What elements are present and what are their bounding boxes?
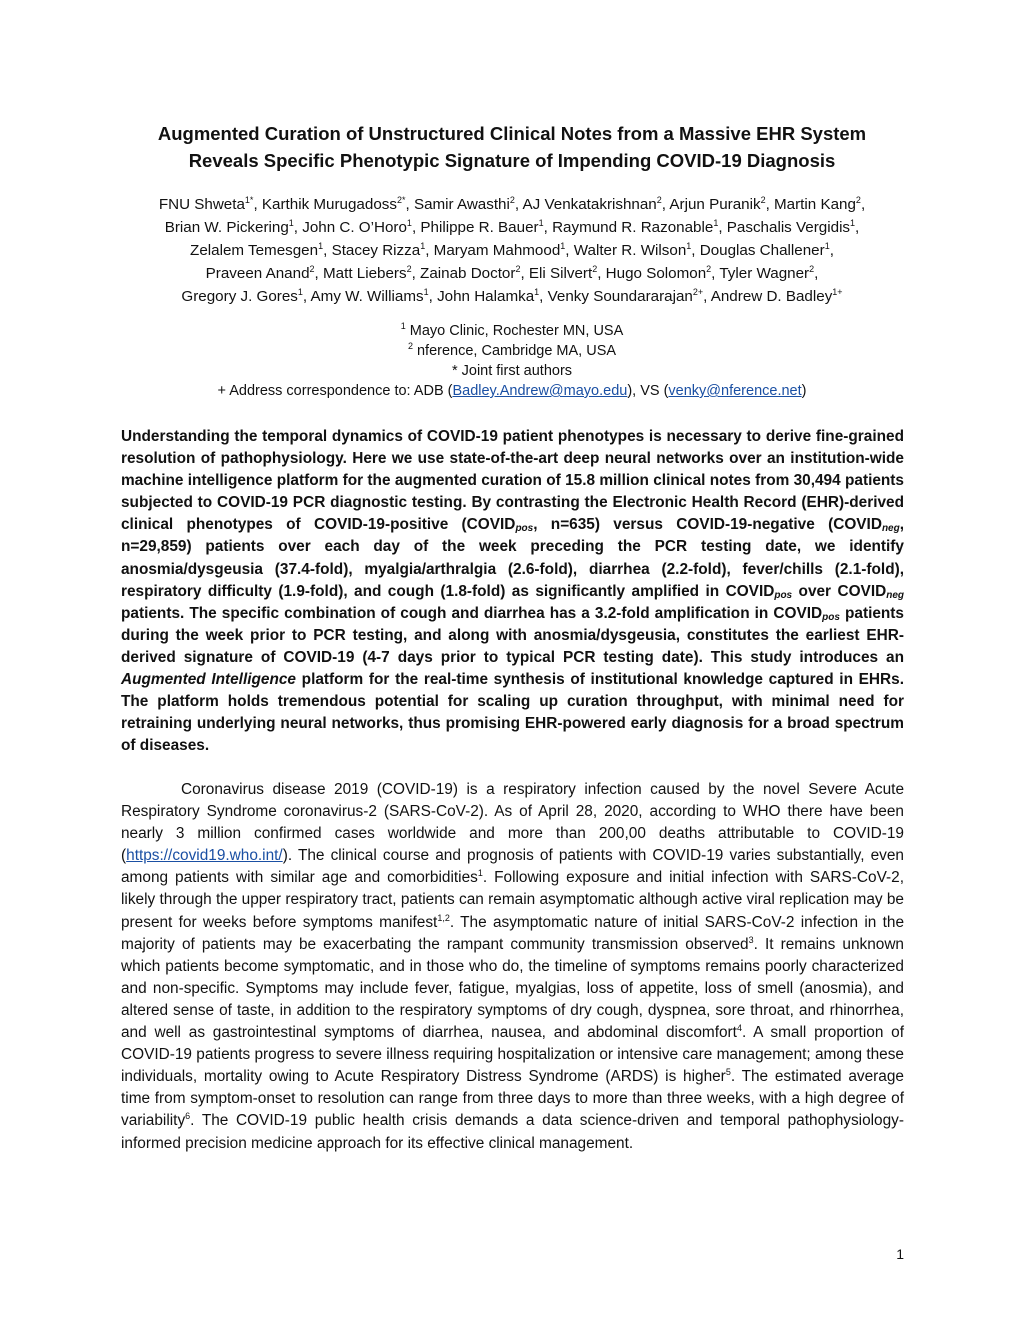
abstract-text: over COVID: [792, 582, 887, 600]
body-text: . Following exposure and initial infection with SARS-CoV-2, likely through the upper respiratory tract, patients can remain asymptomatic although active viral replication may be present for weeks before symptoms manifest: [121, 869, 904, 931]
author: [529, 265, 597, 282]
subscript-pos: pos: [822, 611, 840, 623]
author: [700, 242, 830, 259]
citation-ref: 4: [736, 1023, 742, 1034]
author-affiliation-mark: 1: [534, 287, 540, 297]
citation-ref: 5: [725, 1067, 731, 1078]
author: [606, 265, 712, 282]
title-line-1: Augmented Curation of Unstructured Clinical Notes from a Massive EHR System: [157, 123, 867, 144]
author: [774, 196, 861, 213]
author-affiliation-mark: 1: [423, 287, 429, 297]
author-list: FNU Shweta$^{1*}$, Karthik Murugadoss$^{2*}$, Samir Awasthi$^2$, AJ Venkatakrishnan$^2$, Arjun Puranik$^2$, Martin Kang$^2$, Brian W. Pickering$^1$, John C. O’Horo$^1$, Philippe R. Bauer$^1$, Raymund R. Razonable$^1$, Paschalis Vergidis$^1$, Zelalem Temesgen$^1$, Stacey Rizza$^1$, Maryam Mahmood$^1$, Walter R. Wilson$^1$, Douglas Challener$^1$, Praveen Anand$^2$, Matt Liebers$^2$, Zainab Doctor$^2$, Eli Silvert$^2$, Hugo Solomon$^2$, Tyler Wagner$^2$, Gregory J. Gores$^1$, Amy W. Williams$^1$, John Halamka$^1$, Venky Soundararajan$^{2+}$, Andrew D. Badley$^{1+}$: [158, 195, 866, 305]
author-name: Walter R. Wilson: [573, 242, 687, 259]
author-name: Andrew D. Badley: [710, 288, 833, 305]
author-affiliation-mark: 1*: [244, 195, 254, 205]
author-affiliation-mark: 2: [809, 264, 815, 274]
citation-ref: 1,2: [437, 912, 450, 923]
author-affiliation-mark: 1: [288, 218, 294, 228]
abstract-text: patients during the week prior to PCR testing, and along with anosmia/dysgeusia, constitutes the earliest EHR-derived signature of COVID-19 (4-7 days prior to typical PCR testing date). This study introduces an: [121, 604, 904, 666]
joint-authors-note: * Joint first authors: [451, 363, 573, 379]
author-name: Arjun Puranik: [669, 196, 761, 213]
abstract-text: Understanding the temporal dynamics of COVID-19 patient phenotypes is necessary to derive fine-grained resolution of pathophysiology. Here we use state-of-the-art deep neural networks over an institution-wide machine intelligence platform for the augmented curation of 15.8 million clinical notes from 30,494 patients subjected to COVID-19 PCR diagnostic testing. By contrasting the Electronic Health Record (EHR)-derived clinical phenotypes of COVID-19-positive (COVID: [121, 428, 904, 534]
author-name: Matt Liebers: [323, 265, 407, 282]
affiliation-1: [60, 321, 964, 341]
author: [302, 219, 412, 236]
author: [206, 265, 315, 282]
correspondence-text: ), VS (: [627, 383, 669, 399]
author: [552, 219, 718, 236]
author-name: Tyler Wagner: [719, 265, 810, 282]
author: [420, 219, 543, 236]
citation-ref: 6: [185, 1111, 191, 1122]
author-affiliation-mark: 2: [515, 264, 521, 274]
subscript-pos: pos: [774, 589, 793, 601]
author-name: Karthik Murugadoss: [261, 196, 397, 213]
author-name: John Halamka: [437, 288, 535, 305]
paper-title: [60, 120, 964, 174]
author-name: Hugo Solomon: [605, 265, 707, 282]
author: [523, 196, 662, 213]
author: [434, 242, 566, 259]
author-affiliation-mark: 2: [509, 195, 515, 205]
author: [420, 265, 520, 282]
author-name: AJ Venkatakrishnan: [522, 196, 657, 213]
author-affiliation-mark: 2: [592, 264, 598, 274]
body-text: Coronavirus disease 2019 (COVID-19) is a respiratory infection caused by the novel Severe Acute Respiratory Syndrome coronavirus-2 (SARS-CoV-2). As of April 28, 2020, according to WHO there have been nearly 3 million confirmed cases worldwide and more than 200,00 deaths attributable to COVID-19 (: [121, 781, 904, 865]
author-affiliation-mark: 1: [420, 241, 426, 251]
author-name: Zainab Doctor: [420, 265, 516, 282]
body-text: . It remains unknown which patients become symptomatic, and in those who do, the timeline of symptoms remains poorly characterized and non-specific. Symptoms may include fever, fatigue, myalgias, loss of appetite, loss of smell (anosmia), and altered sense of taste, in addition to the respiratory symptoms of dry cough, dyspnea, sore throat, and rhinorrhea, and well as gastrointestinal symptoms of diarrhea, nausea, and abdominal discomfort: [121, 935, 904, 1042]
author-name: Philippe R. Bauer: [420, 219, 539, 236]
author: [165, 219, 294, 236]
abstract-emphasis: Augmented Intelligence: [121, 671, 296, 689]
author-affiliation-mark: 2: [406, 264, 412, 274]
author: [262, 196, 406, 213]
author-name: John C. O’Horo: [302, 219, 407, 236]
email-link-badley[interactable]: Badley.Andrew@mayo.edu: [452, 383, 628, 399]
author: [727, 219, 855, 236]
correspondence-text: + Address correspondence to: ADB (: [217, 383, 453, 399]
citation-ref: 1: [477, 868, 483, 879]
author-name: Martin Kang: [774, 196, 856, 213]
subscript-pos: pos: [515, 523, 534, 535]
author-affiliation-mark: 1: [538, 218, 544, 228]
affiliations: [60, 321, 964, 401]
author-affiliation-mark: 1: [686, 241, 692, 251]
author-affiliation-mark: 1: [318, 241, 324, 251]
author-name: Zelalem Temesgen: [190, 242, 319, 259]
author-affiliation-mark: 1: [406, 218, 412, 228]
author-name: Praveen Anand: [205, 265, 310, 282]
author-affiliation-mark: 1: [560, 241, 566, 251]
abstract-text: platform for the real-time synthesis of institutional knowledge captured in EHRs. The platform holds tremendous potential for scaling up curation throughput, with minimal need for retraining underlying neural networks, thus promising EHR-powered early diagnosis for a broad spectrum of diseases.: [121, 671, 904, 755]
author-name: Maryam Mahmood: [433, 242, 561, 259]
author-affiliation-mark: 2: [656, 195, 662, 205]
author-name: FNU Shweta: [158, 196, 245, 213]
author-affiliation-mark: 2: [706, 264, 712, 274]
author: [719, 265, 814, 282]
author: [669, 196, 765, 213]
author-affiliation-mark: 1: [297, 287, 303, 297]
author-affiliation-mark: 2+: [692, 287, 704, 297]
author-affiliation-mark: 2: [309, 264, 315, 274]
author-name: Douglas Challener: [699, 242, 825, 259]
author-name: Raymund R. Razonable: [552, 219, 714, 236]
body-text: . The COVID-19 public health crisis demands a data science-driven and temporal pathophysiology-informed precision medicine approach for its effective clinical management.: [121, 1112, 904, 1152]
author-name: Stacey Rizza: [331, 242, 421, 259]
author-name: Amy W. Williams: [310, 288, 424, 305]
abstract-text: , n=29,859) patients over each day of the week preceding the PCR testing date, we identify anosmia/dysgeusia (37.4-fold), myalgia/arthralgia (2.6-fold), diarrhea (2.2-fold), fever/chills (2.1-fold), respiratory difficulty (1.9-fold), and cough (1.8-fold) as significantly amplified in COVID: [121, 516, 905, 600]
author-name: Eli Silvert: [528, 265, 593, 282]
author-name: Brian W. Pickering: [164, 219, 289, 236]
body-text: . The asymptomatic nature of initial SARS-CoV-2 infection in the majority of patients may be exacerbating the rampant community transmission observed: [121, 913, 904, 953]
author: [437, 288, 539, 305]
author-name: Paschalis Vergidis: [726, 219, 851, 236]
who-link[interactable]: https://covid19.who.int/: [126, 847, 283, 865]
title-line-2: Reveals Specific Phenotypic Signature of Impending COVID-19 Diagnosis: [188, 150, 836, 171]
subscript-neg: neg: [881, 523, 900, 535]
author: [414, 196, 515, 213]
author-affiliation-mark: 1: [824, 241, 830, 251]
author: [159, 196, 254, 213]
author: [323, 265, 412, 282]
correspondence-text: ): [801, 383, 807, 399]
body-text: . The estimated average time from symptom-onset to resolution can range from three days to more than three weeks, with a high degree of variability: [121, 1068, 904, 1130]
author-affiliation-mark: 1+: [832, 287, 843, 297]
abstract-text: patients. The specific combination of cough and diarrhea has a 3.2-fold amplification in COVID: [121, 604, 823, 622]
author: [311, 288, 429, 305]
page-number: 1: [896, 1246, 904, 1262]
affiliation-2: [60, 341, 964, 361]
citation-ref: 3: [748, 934, 754, 945]
author-name: Gregory J. Gores: [181, 288, 298, 305]
author: [332, 242, 426, 259]
author: [181, 288, 303, 305]
affiliation-number: 1: [400, 321, 406, 331]
author-affiliation-mark: 2: [760, 195, 766, 205]
author-name: Samir Awasthi: [413, 196, 510, 213]
email-link-venky[interactable]: venky@nference.net: [668, 383, 802, 399]
author-affiliation-mark: 1: [850, 218, 856, 228]
correspondence: [60, 381, 964, 401]
affiliation-text: Mayo Clinic, Rochester MN, USA: [409, 323, 624, 339]
abstract: [121, 426, 904, 757]
body-text: ). The clinical course and prognosis of patients with COVID-19 varies substantially, even among patients with similar age and comorbidities: [121, 847, 904, 887]
subscript-neg: neg: [886, 589, 904, 601]
author: [574, 242, 692, 259]
abstract-text: , n=635) versus COVID-19-negative (COVID: [533, 516, 882, 534]
author: [548, 288, 704, 305]
author-name: Venky Soundararajan: [547, 288, 693, 305]
author-affiliation-mark: 2*: [396, 195, 406, 205]
affiliation-number: 2: [407, 341, 413, 351]
affiliation-text: nference, Cambridge MA, USA: [416, 343, 617, 359]
body-text: . A small proportion of COVID-19 patients progress to severe illness requiring hospitalization or intensive care management; among these individuals, mortality owing to Acute Respiratory Distress Syndrome (ARDS) is higher: [121, 1024, 904, 1086]
author: [711, 288, 843, 305]
author-affiliation-mark: 2: [855, 195, 861, 205]
author-affiliation-mark: 1: [713, 218, 719, 228]
body-paragraph: [121, 779, 904, 1155]
author: [190, 242, 323, 259]
